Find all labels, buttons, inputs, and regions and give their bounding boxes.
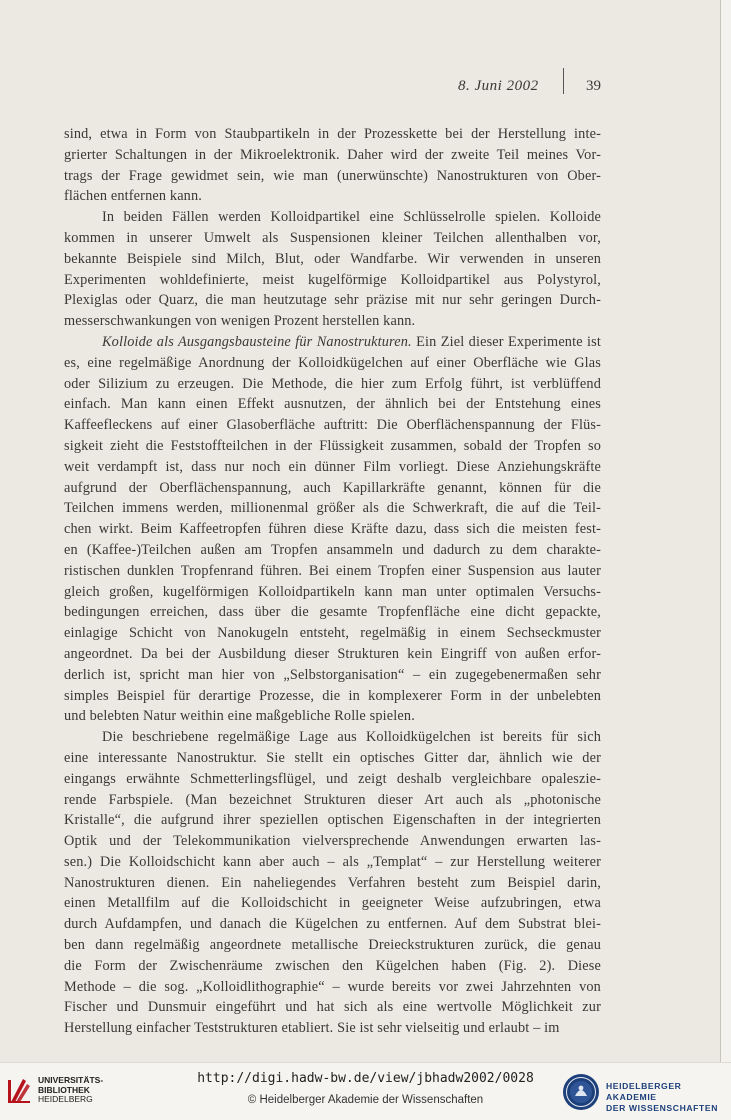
- text-line: einfach. Man kann einen Effekt ausnutzen, der ähnlich bei der Entstehung eines: [64, 396, 601, 413]
- header-date: 8. Juni 2002: [458, 78, 539, 94]
- text-line: Fischer und Dunsmuir eingeführt und hat sich als eine wertvolle Möglichkeit zur: [64, 999, 601, 1016]
- text-line: simples Beispiel für derartige Prozesse, die in komplexerer Form in der unbelebten: [64, 687, 601, 704]
- library-line: UNIVERSITÄTS-: [38, 1075, 104, 1085]
- paragraph: [64, 727, 601, 1039]
- text-line: Nanostrukturen dienen. Ein naheliegendes Verfahren besteht zum Beispiel darin,: [64, 874, 601, 891]
- text-line: einlagige Schicht von Nanokugeln entsteht, regelmäßig in einem Sechseckmuster: [64, 625, 601, 642]
- copyright-notice: © Heidelberger Akademie der Wissenschaften: [247, 1094, 484, 1106]
- body-text: [64, 124, 601, 1039]
- text-line: Methode – die sog. „Kolloidlithographie“ – wurde bereits vor zwei Jahrzehnten von: [64, 978, 601, 995]
- text-line: messerschwankungen von wenigen Prozent herstellen kann.: [64, 313, 416, 330]
- academy-line: DER WISSENSCHAFTEN: [606, 1103, 719, 1113]
- text-line: sigkeit zieht die Feststoffteilchen in der Flüssigkeit zusammen, sobald der Tropfen so: [64, 437, 601, 454]
- text-line: Plexiglas oder Quarz, die man heutzutage sehr präzise mit nur sehr geringen Durch-: [64, 292, 601, 309]
- text-line: Herstellung einfacher Teststrukturen etabliert. Sie ist sehr vielseitig und erlaubt – im: [64, 1020, 560, 1037]
- text-line: es, eine regelmäßige Anordnung der Kolloidkügelchen auf einer Oberfläche wie Glas: [64, 354, 601, 371]
- text-line: In beiden Fällen werden Kolloidpartikel eine Schlüsselrolle spielen. Kolloide: [102, 209, 601, 226]
- text-line: Die beschriebene regelmäßige Lage aus Kolloidkügelchen ist bereits für sich: [102, 729, 601, 746]
- text-line: ben dann regelmäßig angeordnete metallische Dreieckstrukturen zurück, die genau: [64, 937, 601, 954]
- paragraph: [64, 332, 601, 727]
- text-line: weit verdampft ist, dass nur noch ein dünner Film vorliegt. Diese Anziehungskräfte: [64, 458, 601, 475]
- header-divider: [563, 68, 564, 94]
- page-edge: [721, 0, 731, 1062]
- text-line: oder Silizium zu erzeugen. Die Methode, die hier zum Erfolg führt, ist verblüffend: [64, 375, 601, 392]
- text-line: angeordnet. Da bei der Ausbildung dieser Strukturen kein Eingriff von außen erfor-: [64, 645, 601, 662]
- text-line: sind, etwa in Form von Staubpartikeln in der Prozesskette bei der Herstellung inte-: [64, 126, 601, 142]
- viewer-footer: [0, 1062, 731, 1120]
- italic-heading: Kolloide als Ausgangsbausteine für Nanostrukturen.: [102, 333, 412, 350]
- text-line: bedingungen erreichen, dass über die gesamte Tropfenfläche eine dicht gepackte,: [64, 604, 601, 621]
- text-line: derlich ist, spricht man hier von „Selbstorganisation“ – ein zugegebenermaßen sehr: [64, 666, 601, 683]
- text-line: einen Metallfilm auf die Kolloidschicht in geeigneter Weise aufzubringen, etwa: [64, 895, 601, 912]
- text-line: sen.) Die Kolloidschicht kann aber auch – als „Templat“ – zur Herstellung weiterer: [64, 853, 601, 870]
- text-line: Teilchen immens werden, millionenmal größer als die Schwerkraft, die auf die Teil-: [64, 500, 601, 517]
- permalink-url[interactable]: http://digi.hadw-bw.de/view/jbhadw2002/0028: [197, 1071, 534, 1086]
- text-line: en (Kaffee-)Teilchen außen am Tropfen ansammeln und dadurch zu dem charakte-: [64, 541, 601, 558]
- text-line: Kaffeefleckens auf einer Glasoberfläche auftritt: Die Oberflächenspannung der Flüs-: [64, 417, 601, 434]
- text-line: [64, 332, 601, 353]
- library-line: BIBLIOTHEK: [38, 1084, 90, 1095]
- paragraph: [64, 207, 601, 332]
- text-line: trags der Frage gewidmet sein, wie man (unerwünschte) Nanostrukturen von Ober-: [64, 167, 601, 184]
- text-line: Kristalle“, die aufgrund ihrer speziellen optischen Eigenschaften in der integrierten: [64, 812, 601, 829]
- text-line: bekannte Beispiele sind Milch, Blut, oder Wandfarbe. Wir verwenden in unseren: [64, 250, 601, 267]
- text-line: Experimenten wohldefinierte, meist kugelförmige Kolloidpartikel aus Polystyrol,: [64, 271, 601, 288]
- page-number: 39: [586, 78, 601, 94]
- text-line: chen wirkt. Beim Kaffeetropfen führen diese Kräfte dazu, dass sich die meisten fest-: [64, 521, 601, 538]
- text-line: flächen entfernen kann.: [64, 188, 203, 205]
- text-line: aufgrund der Oberflächenspannung, auch Kapillarkräfte genannt, können für die: [64, 479, 601, 496]
- library-line: HEIDELBERG: [38, 1094, 93, 1104]
- text-line: grierter Schaltungen in der Mikroelektronik. Daher wird der zweite Teil meines Vor-: [64, 146, 601, 163]
- text-line: kommen in unserer Umwelt als Suspensionen kleiner Teilchen allenthalben vor,: [64, 229, 601, 246]
- page-header: [0, 76, 731, 100]
- text-line: und belebten Natur weithin eine maßgebliche Rolle spielen.: [64, 708, 415, 725]
- academy-seal-icon[interactable]: [562, 1073, 600, 1111]
- text-line: rende Farbspiele. (Man bezeichnet Strukturen dieser Art auch als „photonische: [64, 791, 601, 808]
- text-line: gleich großen, kugelförmigen Kolloidpartikeln kann man unter optimalen Versuchs-: [64, 583, 601, 600]
- academy-name: [606, 1081, 731, 1114]
- academy-line: HEIDELBERGER AKADEMIE: [606, 1081, 682, 1102]
- line-text: Ein Ziel dieser Experimente ist: [411, 333, 602, 350]
- text-line: durch Aufdampfen, und danach die Kügelchen zu entfernen. Auf dem Substrat blei-: [64, 916, 601, 933]
- text-line: eingangs erwähnte Schmetterlingsflügel, und zeigt deshalb vergleichbare opaleszie-: [64, 770, 601, 787]
- text-line: eine interessante Nanostruktur. Sie stellt ein optisches Gitter dar, ähnlich wie der: [64, 749, 601, 766]
- text-line: ristischen dunklen Tropfenrand führen. Bei einem Tropfen einer Suspension aus lauter: [64, 562, 601, 579]
- text-line: die Form der Zwischenräume zwischen den Kügelchen haben (Fig. 2). Diese: [64, 957, 601, 974]
- paragraph: [64, 124, 601, 207]
- text-line: Optik und der Telekommunikation vielversprechende Anwendungen erwarten las-: [64, 833, 601, 850]
